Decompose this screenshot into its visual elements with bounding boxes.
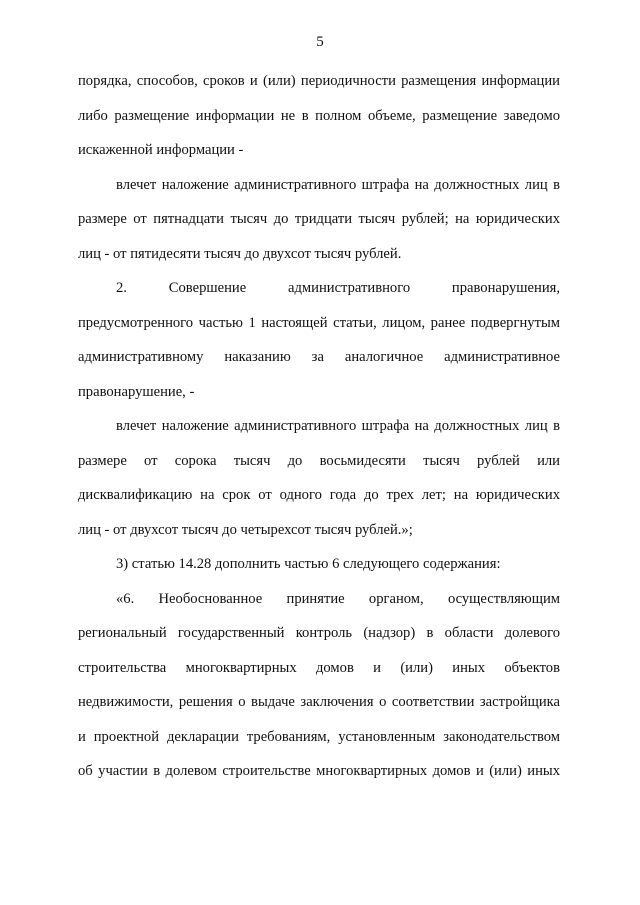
- text-line: об участии в долевом строительстве многоквартирных домов и (или) иных: [78, 763, 560, 779]
- paragraph-continuation: [78, 64, 560, 168]
- text-line: либо размещение информации не в полном объеме, размещение заведомо: [78, 107, 560, 124]
- text-line: влечет наложение административного штрафа на должностных лиц в: [116, 418, 560, 434]
- text-line: лиц - от пятидесяти тысяч до двухсот тысяч рублей.: [78, 245, 402, 262]
- text-line: искаженной информации -: [78, 142, 244, 158]
- text-line: недвижимости, решения о выдаче заключения о соответствии застройщика: [78, 694, 560, 710]
- text-line: строительства многоквартирных домов и (или) иных объектов: [78, 659, 560, 676]
- document-body: [78, 64, 560, 789]
- text-line: правонарушение, -: [78, 383, 195, 400]
- text-line: 3) статью 14.28 дополнить частью 6 следующего содержания:: [116, 556, 501, 572]
- text-line: размере от сорока тысяч до восьмидесяти тысяч рублей или: [78, 452, 560, 469]
- page-number: 5: [316, 34, 324, 50]
- paragraph-penalty-1: [78, 168, 560, 272]
- text-line: «6. Необоснованное принятие органом, осуществляющим: [116, 590, 560, 607]
- text-line: дисквалификацию на срок от одного года до трех лет; на юридических: [78, 487, 560, 503]
- text-line: предусмотренного частью 1 настоящей статьи, лицом, ранее подвергнутым: [78, 314, 560, 331]
- paragraph-part-6: [78, 582, 560, 789]
- text-line: размере от пятнадцати тысяч до тридцати тысяч рублей; на юридических: [78, 211, 560, 227]
- paragraph-penalty-2: [78, 409, 560, 547]
- text-line: и проектной декларации требованиям, установленным законодательством: [78, 728, 560, 745]
- text-line: 2. Совершение административного правонарушения,: [116, 280, 560, 296]
- text-line: влечет наложение административного штрафа на должностных лиц в: [116, 176, 560, 193]
- paragraph-part-2: [78, 271, 560, 409]
- paragraph-amendment-3: [78, 547, 560, 582]
- text-line: лиц - от двухсот тысяч до четырехсот тысяч рублей.»;: [78, 521, 413, 538]
- text-line: административному наказанию за аналогичное административное: [78, 349, 560, 365]
- text-line: региональный государственный контроль (надзор) в области долевого: [78, 625, 560, 641]
- text-line: порядка, способов, сроков и (или) периодичности размещения информации: [78, 73, 560, 89]
